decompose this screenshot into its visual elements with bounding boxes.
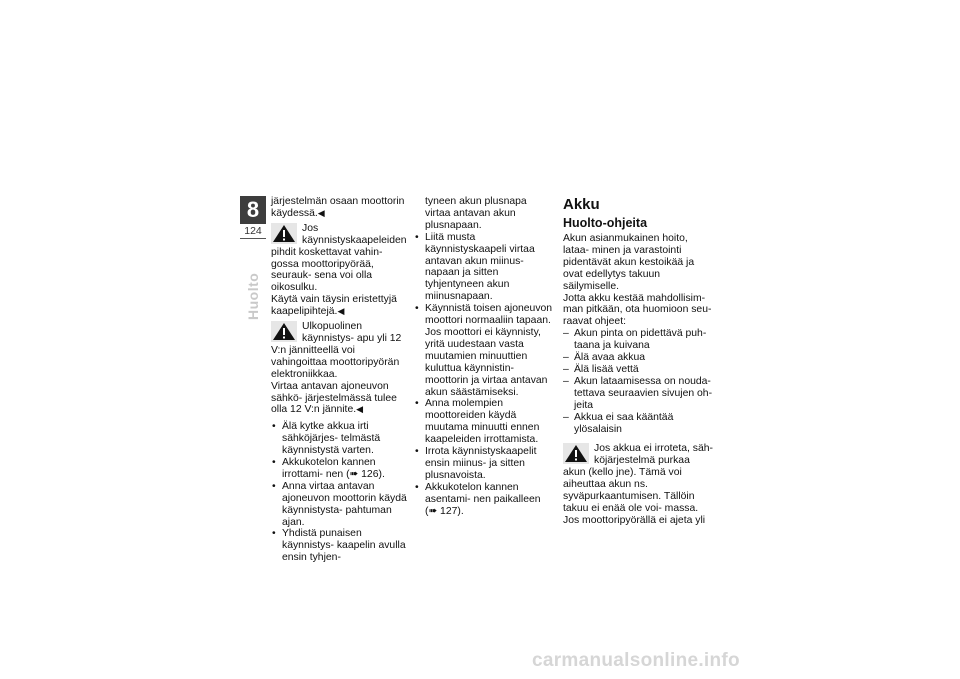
warning-note xyxy=(563,443,713,514)
warning-note xyxy=(271,321,411,381)
watermark: carmanualsonline.info xyxy=(532,650,740,671)
list-item: – Akun pinta on pidettävä puh- taana ja kuivana xyxy=(563,328,713,352)
paragraph-text: järjestelmän osaan moottorin käydessä. xyxy=(271,196,405,219)
list-item: • Anna virtaa antavan ajoneuvon moottorin käydä käynnistysta- pahtuman ajan. xyxy=(271,481,411,529)
warning-text: Jos akkua ei irroteta, säh- köjärjestelmä purkaa akun (kello jne). Tämä voi aiheuttaa akun ns. syväpurkaantumisen. Tällöin takuu ei enää ole voi- massa. xyxy=(563,443,713,514)
list-item: • Liitä musta käynnistyskaapeli virtaa antavan akun miinus- napaan ja sitten tyhjentyneen akun miinusnapaan. xyxy=(414,232,554,303)
list-item: – Älä lisää vettä xyxy=(563,364,713,376)
list-item: • Älä kytke akkua irti sähköjärjes- telmästä käynnistystä varten. xyxy=(271,421,411,457)
page-number-divider xyxy=(240,238,266,239)
warning-text: Jos käynnistyskaapeleiden pihdit koskettavat vahin- gossa moottoripyörää, seurauk- sena voi olla oikosulku. xyxy=(271,222,407,294)
text-column-1 xyxy=(271,196,411,564)
list-item: • Akkukotelon kannen irrottami- nen (➠ 126). xyxy=(271,457,411,481)
page-number: 124 xyxy=(244,225,262,237)
paragraph-text: Käytä vain täysin eristettyjä kaapelipihtejä. xyxy=(271,294,397,318)
list-item: – Älä avaa akkua xyxy=(563,352,713,364)
text-column-2 xyxy=(414,196,554,517)
end-mark-icon: ◀ xyxy=(356,404,364,415)
list-item: • Akkukotelon kannen asentami- nen paikalleen (➠ 127). xyxy=(414,482,554,518)
paragraph xyxy=(271,294,411,318)
list-item-continuation: tyneen akun plusnapa virtaa antavan akun plusnapaan. xyxy=(425,196,527,231)
warning-triangle-icon xyxy=(271,223,297,244)
warning-triangle-icon xyxy=(563,443,589,464)
paragraph xyxy=(271,381,411,417)
paragraph: Jos moottoripyörällä ei ajeta yli xyxy=(563,514,706,526)
list-item-note: Jos moottori ei käynnisty, yritä uudestaan vasta muutamien minuuttien kuluttua käynnistin- moottorin ja virtaa antavan akun säästämiseksi. xyxy=(425,326,548,398)
paragraph xyxy=(271,196,411,220)
warning-text: Ulkopuolinen käynnistys- apu yli 12 V:n jännitteellä voi vahingoittaa moottoripyörän elektroniikkaa. xyxy=(271,321,402,380)
list-item: • Anna molempien moottoreiden käydä muutama minuutti ennen kaapeleiden irrottamista. xyxy=(414,398,554,446)
list-item: – Akun lataamisessa on nouda- tettava seuraavien sivujen oh- jeita xyxy=(563,376,713,412)
list-item: • Käynnistä toisen ajoneuvon moottori normaaliin tapaan. xyxy=(414,303,554,327)
warning-note xyxy=(271,223,411,294)
section-heading: Akku xyxy=(563,196,600,213)
end-mark-icon: ◀ xyxy=(317,207,325,218)
text-column-3 xyxy=(563,196,713,527)
paragraph: Akun asianmukainen hoito, lataa- minen ja varastointi pidentävät akun kestoikää ja ovat edellytys takuun säilymiselle. xyxy=(563,233,695,292)
section-subheading: Huolto-ohjeita xyxy=(563,216,648,230)
list-item: – Akkua ei saa kääntää ylösalaisin xyxy=(563,412,713,436)
warning-triangle-icon xyxy=(271,321,297,342)
list-item: • Irrota käynnistyskaapelit ensin miinus- ja sitten plusnavoista. xyxy=(414,446,554,482)
paragraph: Jotta akku kestää mahdollisim- man pitkään, ota huomioon seu- raavat ohjeet: xyxy=(563,292,712,328)
section-label-text: Huolto xyxy=(245,272,261,320)
list-item: • Yhdistä punaisen käynnistys- kaapelin avulla ensin tyhjen- xyxy=(271,528,411,564)
paragraph-text: Virtaa antavan ajoneuvon sähkö- järjestelmässä tulee olla 12 V:n jännite. xyxy=(271,380,397,416)
chapter-number-badge: 8 xyxy=(240,196,266,224)
end-mark-icon: ◀ xyxy=(337,306,345,317)
